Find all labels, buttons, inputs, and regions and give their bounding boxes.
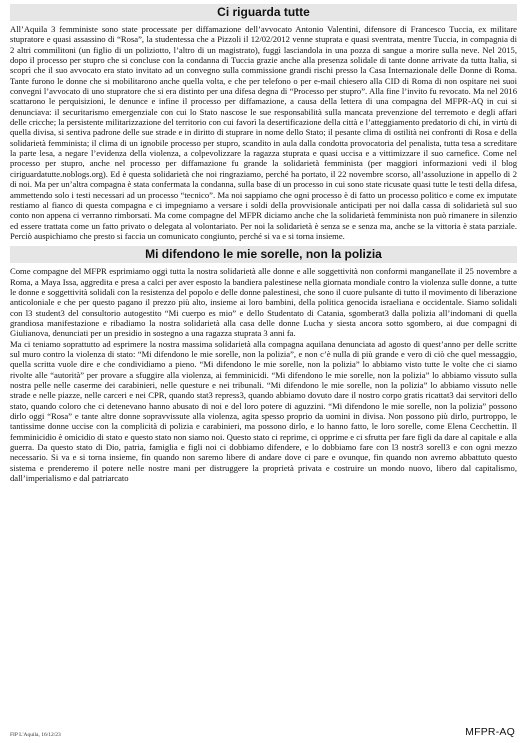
article-title-ci-riguarda-tutte bbox=[10, 4, 517, 21]
article-body-ci-riguarda-tutte: All’Aquila 3 femministe sono state processate per diffamazione dell’avvocato Antonio Valentini, difensore di Francesco Tuccia, ex militare stupratore e quasi assassino di “Rosa”, la studentessa che a Pizzoli il 12/02/2012 venne stuprata e quasi sventrata, mentre Tuccia, in compagnia di 2 altri commilitoni (un figlio di un poliziotto, l’altro di un magistrato), fuggì lasciandola in una pozza di sangue a morire sulla neve. Nel 2015, dopo il processo per stupro che si concluse con la condanna di Tuccia grazie anche alla presenza solidale di tante donne arrivate da tutta Italia, si scoprì che il suo avvocato era stato invitato ad un convegno sulla commissione grandi rischi presso la Casa Internazionale delle Donne di Roma. Tante furono le donne che si mobilitarono anche quella volta, e che per telefono o per e-mail chiesero alla CID di Roma di non ospitare nei suoi convegni l’avvocato di uno stupratore che si era distinto per una difesa degna di “Processo per stupro”. Alla fine l’invito fu revocato. Ma nel 2016 scattarono le perquisizioni, le denunce e infine il processo per diffamazione, a causa della lettera di una compagna del MFPR-AQ in cui si denunciava: il securitarismo emergenziale con cui lo Stato nascose le sue responsabilità sulla mancata prevenzione del terremoto e degli affari delle cricche; la persistente militarizzazione del territorio con cui favorì la desertificazione della città e l’atteggiamento predatorio di chi, in virtù di quella divisa, si sentiva padrone delle sue strade e in diritto di stuprare in nome dello Stato; il pesante clima di ostilità nei confronti di Rosa e della solidarietà femminista; il clima di un ignobile processo per stupro, scandito in aula dalla condotta provocatoria del penalista, tutta tesa a screditare la parte lesa, a negare l’evidenza della violenza, a colpevolizzare la ragazza stuprata e quasi uccisa e a vittimizzare il suo carnefice. Come nel processo per stupro, anche nel processo per diffamazione fu grande la solidarietà femminista (per maggiori informazioni vedi il blog ciriguardatutte.noblogs.org). Ed è questa solidarietà che noi ringraziamo, perché ha portato, il 22 novembre scorso, all’assoluzione in appello di 2 di noi. Ma per un’altra compagna è stata confermata la condanna, sulla base di un processo in cui sono state ricusate quasi tutte le testi della difesa, ammettendo solo i testi necessari ad un processo “tecnico”. Ma noi sappiamo che ogni processo è di fatto un processo politico e come ex imputate restiamo al fianco di questa compagna e ci impegniamo a versare i soldi della provvisionale anticipati per noi dalla cassa di solidarietà sul suo conto non appena ci verranno rimborsati. Ma come compagne del MFPR diciamo anche che la solidarietà femminista non può rimanere in silenzio ed essere trattata come un fatto privato o delegata al volontariato. Per noi la solidarietà è senza se e senza ma, anche se la vittoria è stata parziale. Perciò auspichiamo che presto si faccia un comunicato congiunto, perché si va e si torna insieme. bbox=[10, 24, 517, 241]
signature: MFPR-AQ bbox=[465, 726, 515, 738]
print-note: FIP L'Aquila, 16/12/23 bbox=[10, 732, 61, 738]
article-title-mi-difendono bbox=[10, 246, 517, 263]
article-paragraph-sisters: Ma ci teniamo soprattutto ad esprimere la nostra massima solidarietà alla compagna aquilana denunciata ad agosto di quest’anno per delle scritte sul muro contro la violenza di stato: “Mi difendono le mie sorelle, non la polizia”, e non c’è nulla di più grande e vero di ciò che quel messaggio, quella scritta vuole dire e che condividiamo a pieno. “Mi difendono le mie sorelle, non la polizia” lo abbiamo visto tutte le volte che ci siamo rivolte alle “autorità” per provare a sfuggire alla violenza, ai femminicidi. “Mi difendono le mie sorelle, non la polizia” lo abbiamo vissuto sulla nostra pelle nelle caserme dei carabinieri, nelle questure e nei tribunali. “Mi difendono le mie sorelle, non la polizia” lo abbiamo vissuto nelle strade e nelle piazze, nelle carceri e nei CPR, quando stat3 repress3, quando abbiamo dovuto dare il nostro corpo gratis ricattat3 dai servitori dello stato, quando coloro che ci detenevano hanno abusato di noi e del loro potere di aguzzini. “Mi difendono le mie sorelle, non la polizia” possono dirlo oggi “Rosa” e tante altre donne sopravvissute alla violenza, agita spesso proprio da uomini in divisa. Non possono più dirlo, purtroppo, le tantissime donne uccise con la complicità di polizia e carabinieri, ma possono dirlo, e lo hanno fatto, le loro sorelle, come Elena Cecchettin. Il femminicidio è omicidio di stato e questo stato non siamo noi. Questo stato ci reprime, ci opprime e ci sfrutta per fare figli da dare al capitale e alla guerra. Da questo stato di Dio, patria, famiglia e figli noi ci dobbiamo difendere, e lo dobbiamo fare con l3 nostr3 sorell3 e con ogni mezzo necessario. Si va e si torna insieme, fin quando non saremo libere di andare dove ci pare e ovunque, fin quando non avremo abbattuto questo sistema e prenderemo il potere nelle nostre mani per distruggere la proprietà privata e costruire un mondo nuovo, libero dal capitalismo, dall’imperialismo e dal patriarcato bbox=[10, 338, 517, 484]
article-paragraph-solidarity: Come compagne del MFPR esprimiamo oggi tutta la nostra solidarietà alle donne e alle soggettività non conformi manganellate il 25 novembre a Roma, a Maya Issa, aggredita e presa a calci per aver esposto la bandiera palestinese nella giornata mondiale contro la violenza sulle donne, a tutte le donne e soggettività solidali con la resistenza del popolo e delle donne palestinesi, che sono il cuore pulsante di tutto il movimento di liberazione anticoloniale e che per questo pagano il prezzo più alto, insieme ai loro bambini, della politica genocida israeliana e occidentale. Siamo solidali con l3 student3 del consultorio autogestito “Mi cuerpo es mio” e dello Studentato di Catania, sgomberat3 dalla polizia all’indomani di quella grandiosa manifestazione e ribadiamo la nostra solidarietà alla casa delle donne Lucha y siesta ancora sotto sgombero, ai due compagni di Giulianova, denunciati per un presidio in sostegno a una ragazza stuprata 3 anni fa. bbox=[10, 266, 517, 339]
article-title-text: Mi difendono le mie sorelle, non la polizia bbox=[145, 247, 382, 262]
article-title-text: Ci riguarda tutte bbox=[217, 5, 310, 19]
page-footer bbox=[10, 724, 515, 738]
